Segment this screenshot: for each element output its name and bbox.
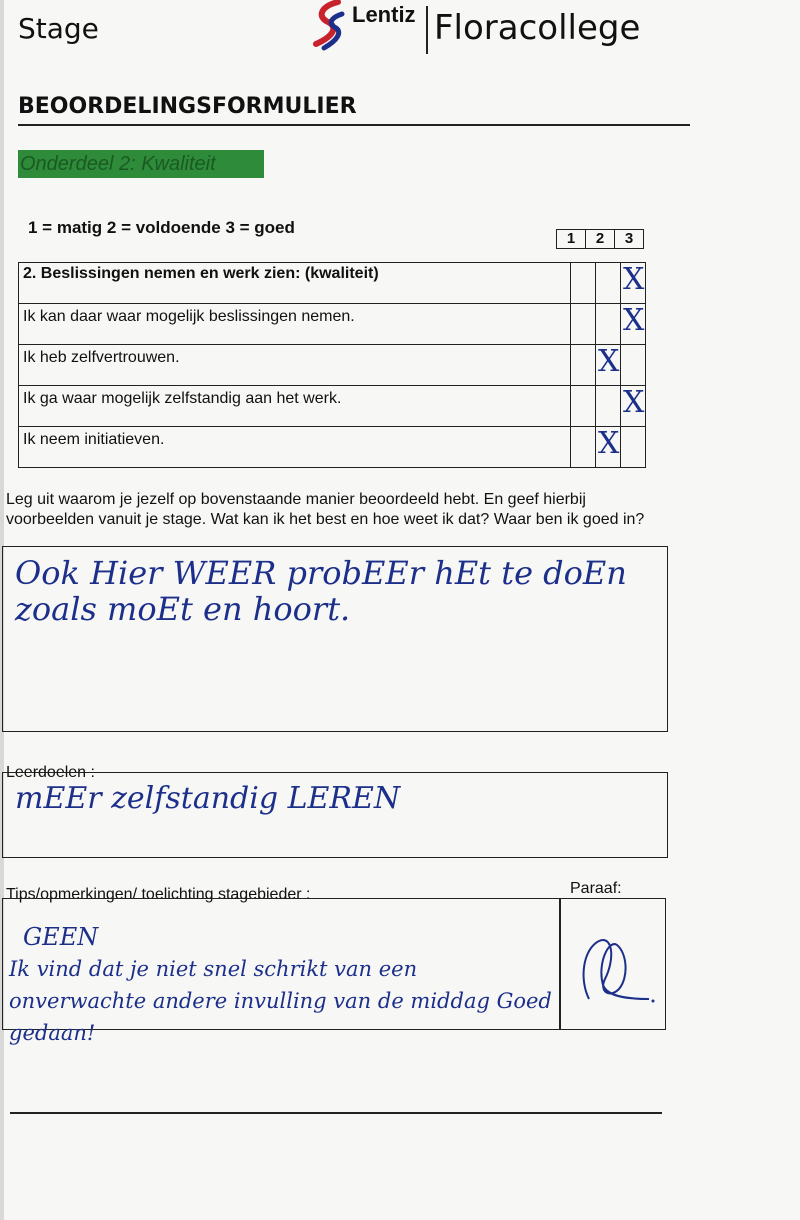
column-header-3: 3 (624, 230, 634, 247)
header-stage: Stage (18, 12, 99, 45)
check-mark: X (598, 344, 620, 379)
score-column-headers (556, 229, 644, 249)
score-cell-2[interactable] (596, 427, 621, 468)
item-text: Ik heb zelfvertrouwen. (19, 345, 571, 386)
score-cell-3[interactable] (621, 427, 646, 468)
check-mark: X (623, 385, 645, 420)
item-text: Ik neem initiatieven. (19, 427, 571, 468)
answer-line-1: Ook Hier WEER probEEr hEt te doEn (15, 554, 627, 592)
column-header-2: 2 (586, 230, 615, 248)
score-cell-3[interactable] (621, 304, 646, 345)
signature-icon (569, 919, 659, 1009)
table-row (19, 304, 646, 345)
score-cell-1[interactable] (571, 427, 596, 468)
score-cell-3[interactable] (621, 386, 646, 427)
section-tag: Onderdeel 2: Kwaliteit (18, 150, 264, 178)
table-row (19, 427, 646, 468)
learning-goals-field[interactable] (2, 772, 668, 858)
bottom-rule (10, 1112, 662, 1114)
rating-scale: 1 = matig 2 = voldoende 3 = goed (28, 218, 295, 237)
score-cell-1[interactable] (571, 386, 596, 427)
score-cell-3[interactable] (621, 263, 646, 304)
tips-answer-body: Ik vind dat je niet snel schrikt van een onverwachte andere invulling van de middag Goed gedaan! (9, 957, 552, 1045)
check-mark: X (623, 303, 645, 338)
learning-goals-answer: mEEr zelfstandig LEREN (15, 781, 401, 816)
learning-goals-label: Leerdoelen : (6, 764, 95, 781)
score-cell-1[interactable] (571, 304, 596, 345)
title-rule (18, 124, 690, 126)
logo-floracollege-text: Floracollege (434, 8, 641, 48)
logo-separator (426, 6, 428, 54)
tips-field[interactable] (2, 898, 666, 1045)
tips-label: Tips/opmerkingen/ toelichting stagebieder : (6, 886, 311, 903)
explanation-answer (15, 555, 627, 627)
table-row (19, 386, 646, 427)
explanation-answer-field[interactable] (2, 546, 668, 732)
lentiz-logo (308, 0, 648, 60)
score-cell-2[interactable] (596, 345, 621, 386)
answer-line-2: zoals moEt en hoort. (15, 590, 351, 628)
score-cell-2[interactable] (596, 304, 621, 345)
item-text: Ik ga waar mogelijk zelfstandig aan het werk. (19, 386, 571, 427)
column-header-1: 1 (557, 230, 586, 248)
score-cell-1[interactable] (571, 345, 596, 386)
table-heading: 2. Beslissingen nemen en werk zien: (kwaliteit) (19, 263, 571, 304)
logo-lentiz-text: Lentiz (352, 2, 416, 27)
check-mark: X (623, 262, 645, 297)
score-cell-2[interactable] (596, 386, 621, 427)
score-cell-3[interactable] (621, 345, 646, 386)
table-heading-row (19, 263, 646, 304)
paraaf-divider (559, 899, 561, 1029)
form-title: BEOORDELINGSFORMULIER (18, 94, 357, 119)
item-text: Ik kan daar waar mogelijk beslissingen nemen. (19, 304, 571, 345)
tips-answer-title: GEEN (23, 923, 99, 951)
score-cell-2[interactable] (596, 263, 621, 304)
check-mark: X (598, 426, 620, 461)
lentiz-swirl-icon (308, 0, 348, 52)
explanation-prompt: Leg uit waarom je jezelf op bovenstaande manier beoordeeld hebt. En geef hierbij voorbeelden vanuit je stage. Wat kan ik het best en hoe weet ik dat? Waar ben ik goed in? (6, 491, 645, 528)
paraaf-label: Paraaf: (570, 880, 622, 897)
score-cell-1[interactable] (571, 263, 596, 304)
rating-table (18, 262, 646, 468)
table-row (19, 345, 646, 386)
